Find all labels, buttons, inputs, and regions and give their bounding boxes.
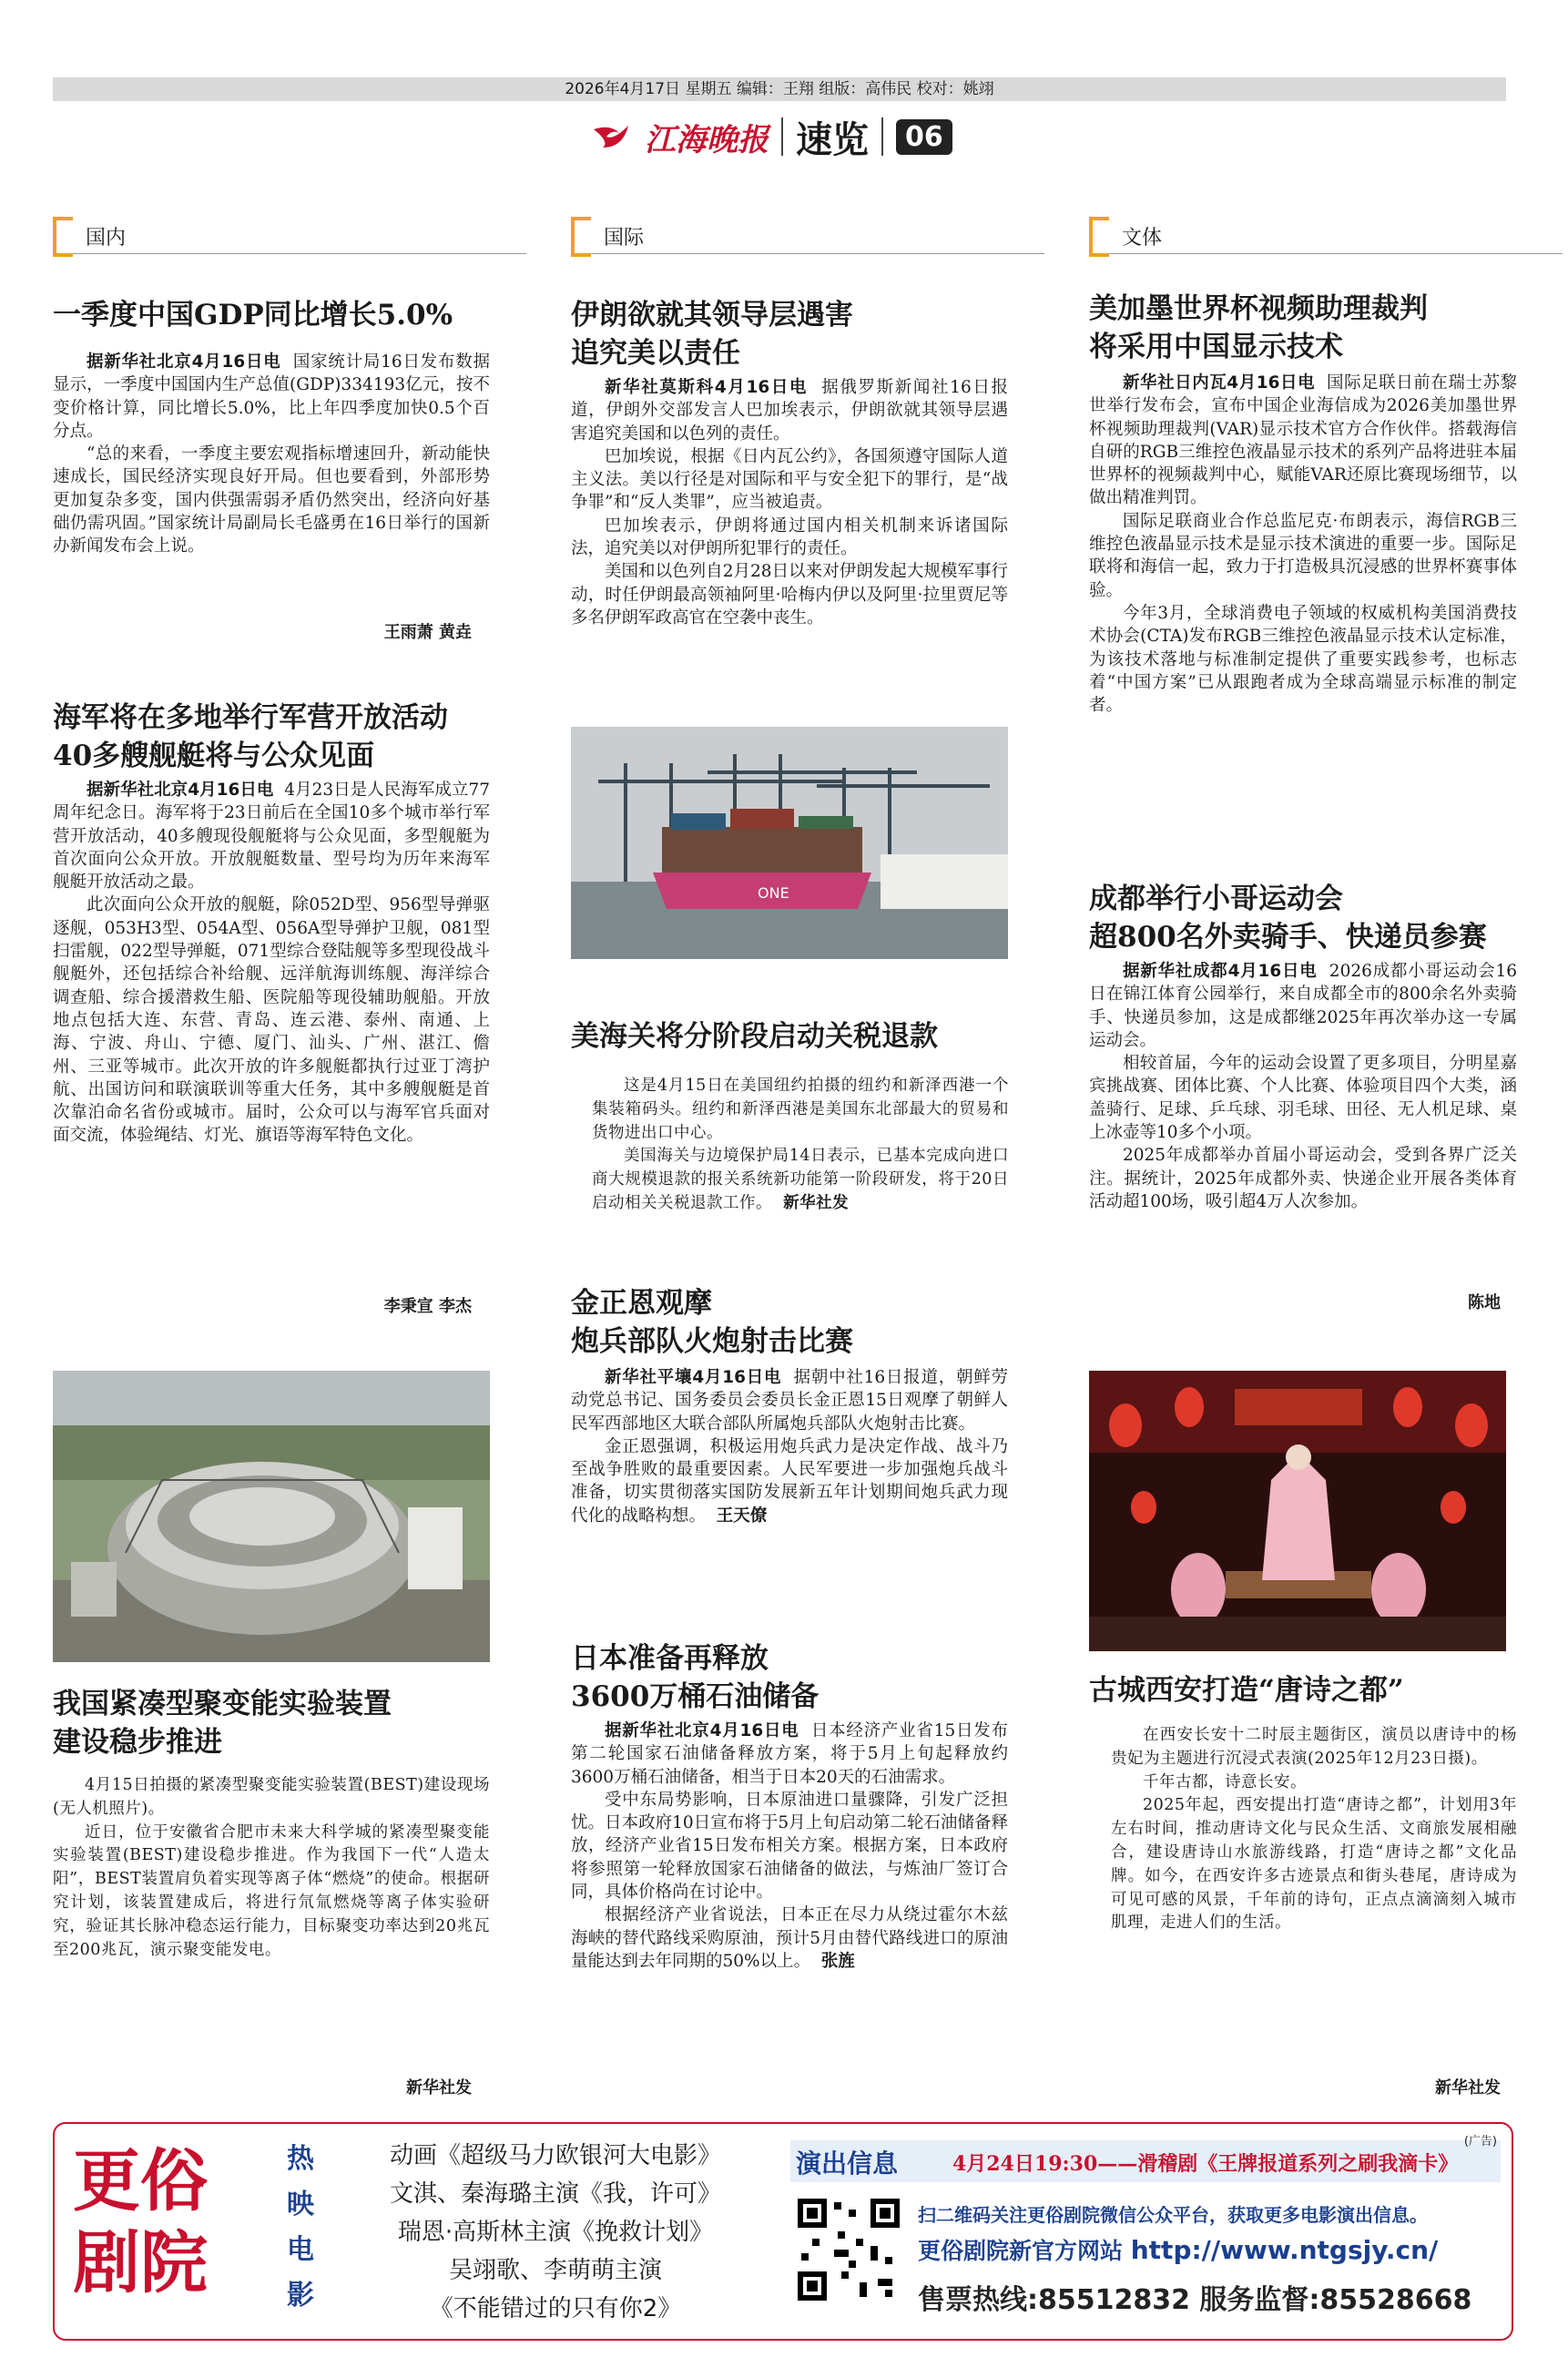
column-header-international (571, 217, 1044, 254)
byline: 张旌 (820, 1951, 855, 1971)
dateline: 据新华社北京4月16日电 (605, 1721, 799, 1740)
column-header-domestic (53, 217, 526, 254)
article-gdp: 据新华社北京4月16日电 国家统计局16日发布数据显示，一季度中国国内生产总值(GDP)334193亿元，按不变价格计算，同比增长5.0%，比上年四季度加快0.5个百分点。 “总的来看，一季度主要宏观指标增速回升，新动能快速成长，国民经济实现良好开局。但也要看到，外部形势更加复杂多变，国内供强需弱矛盾仍然突出，经济向好基础仍需巩固。”国家统计局副局长毛盛勇在16日举行的国新办新闻发布会上说。 (53, 352, 491, 556)
column-header-sports (1089, 217, 1563, 254)
hot-films-label: 热 映 电 影 (287, 2143, 314, 2312)
theater-brand: 更俗 剧院 (73, 2142, 208, 2302)
dateline: 据新华社北京4月16日电 (87, 781, 274, 800)
byline: 新华社发 (1435, 2078, 1501, 2098)
photo-fusion-site (53, 1371, 490, 1662)
website-line: 更俗剧院新官方网站 http://www.ntgsjy.cn/ (918, 2235, 1439, 2265)
dateline: 新华社日内瓦4月16日电 (1123, 373, 1316, 393)
column-label: 国内 (86, 227, 127, 250)
headline-tariff: 美海关将分阶段启动关税退款 (571, 1020, 938, 1053)
byline: 新华社发 (783, 1193, 850, 1212)
dateline-bar: 2026年4月17日 星期五 编辑：王翔 组版：高伟民 校对：姚翊 (53, 77, 1506, 101)
column-label: 文体 (1122, 227, 1163, 250)
film-list (328, 2137, 783, 2328)
masthead (592, 109, 952, 164)
qr-code-icon[interactable] (794, 2195, 903, 2304)
page-number: 06 (896, 119, 952, 155)
show-info: 4月24日19:30——滑稽剧《王牌报道系列之刷我滴卡》 (952, 2152, 1459, 2176)
article-navy: 据新华社北京4月16日电 4月23日是人民海军成立77周年纪念日。海军将于23日前后在全国10多个城市举行军营开放活动，40多艘现役舰艇将与公众见面，多型舰艇为首次面向公众开放。开放舰艇数量、型号均为历年来海军舰艇开放活动之最。 此次面向公众开放的舰艇，除052D型、956型导弹驱逐舰，053H3型、054A型、056A型导弹护卫舰，081型扫雷舰，022型导弹艇，071型综合登陆舰等多型现役战斗舰艇外，还包括综合补给舰、远洋航海训练舰、海洋综合调查船、综合援潜救生船、医院船等现役辅助舰船。开放地点包括大连、东营、青岛、连云港、泰州、南通、上海、宁波、舟山、宁德、厦门、汕头、广州、湛江、儋州、三亚等城市。此次开放的许多舰艇都执行过亚丁湾护航、出国访问和联演联训等重大任务，其中多艘舰艇是首次靠泊命名省份或城市。届时，公众可以与海军官兵面对面交流，体验绳结、灯光、旗语等海军特色文化。 (53, 781, 490, 1146)
headline-japan-oil: 日本准备再释放 3600万桶石油储备 (571, 1642, 820, 1713)
show-info-bar (790, 2135, 1501, 2182)
byline: 王雨萧 黄垚 (383, 623, 472, 642)
hotline: 售票热线:85512832 服务监督:85528668 (918, 2284, 1472, 2316)
photo-caption: 这是4月15日在美国纽约拍摄的纽约和新泽西港一个集装箱码头。纽约和新泽西港是美国东北部最大的贸易和货物进出口中心。 (592, 1077, 1009, 1142)
photo-xian (1089, 1371, 1506, 1651)
byline: 陈地 (1468, 1293, 1501, 1312)
article-japan-oil: 据新华社北京4月16日电 日本经济产业省15日发布第二轮国家石油储备释放方案，将于5月上旬起释放约3600万桶石油储备，相当于日本20天的石油需求。 受中东局势影响，日本原油进口量骤降，引发广泛担忧。日本政府10日宣布将于5月上旬启动第二轮石油储备释放，经济产业省15日发布相关方案。根据方案，日本政府将参照第一轮释放国家石油储备的做法，与炼油厂签订合同，具体价格尚在讨论中。 根据经济产业省说法，日本正在尽力从绕过霍尔木兹海峡的替代路线采购原油，预计5月由替代路线进口的原油量能达到去年同期的50%以上。 张旌 (571, 1721, 1009, 1971)
show-label: 演出信息 (796, 2149, 899, 2179)
dateline: 据新华社成都4月16日电 (1123, 962, 1318, 981)
film-item: 《不能错过的只有你2》 (429, 2295, 682, 2322)
headline-worldcup: 美加墨世界杯视频助理裁判 将采用中国显示技术 (1089, 292, 1428, 363)
bracket-icon (53, 217, 73, 257)
dateline: 新华社莫斯科4月16日电 (605, 378, 809, 397)
byline: 王天僚 (716, 1506, 768, 1526)
column-label: 国际 (604, 227, 645, 250)
headline-iran: 伊朗欲就其领导层遇害 追究美以责任 (571, 299, 853, 370)
headline-navy: 海军将在多地举行军营开放活动 40多艘舰艇将与公众见面 (53, 701, 448, 772)
headline-fusion: 我国紧凑型聚变能实验装置 建设稳步推进 (53, 1688, 392, 1759)
dateline: 新华社平壤4月16日电 (605, 1368, 782, 1387)
photo-caption: 在西安长安十二时辰主题街区，演员以唐诗中的杨贵妃为主题进行沉浸式表演(2025年12月23日摄)。 (1111, 1726, 1517, 1768)
port-image (571, 727, 1008, 959)
xian-performance-image (1089, 1371, 1506, 1651)
article-chengdu: 据新华社成都4月16日电 2026成都小哥运动会16日在锦江体育公园举行，来自成都全市的800余名外卖骑手、快递员参加，这是成都继2025年再次举办这一专属运动会。 相较首届，今年的运动会设置了更多项目，分明星嘉宾挑战赛、团体比赛、个人比赛、体验项目四个大类，涵盖骑行、足球、乒乓球、羽毛球、田径、无人机足球、桌上冰壶等10多个小项。 2025年成都举办首届小哥运动会，受到各界广泛关注。据统计，2025年成都外卖、快递企业开展各类体育活动超100场，吸引超4万人次参加。 (1089, 962, 1518, 1211)
ship-label: ONE (758, 884, 789, 902)
advertisement-gengsu-theater (53, 2122, 1513, 2341)
byline: 李秉宣 李杰 (383, 1297, 472, 1316)
ad-tag: (广告) (1463, 2135, 1497, 2149)
bracket-icon (1089, 217, 1109, 257)
bracket-icon (571, 217, 591, 257)
fusion-site-image (53, 1371, 490, 1662)
photo-caption: 4月15日拍摄的紧凑型聚变能实验装置(BEST)建设现场(无人机照片)。 (53, 1776, 490, 1818)
article-worldcup: 新华社日内瓦4月16日电 国际足联日前在瑞士苏黎世举行发布会，宣布中国企业海信成为2026美加墨世界杯视频助理裁判(VAR)显示技术官方合作伙伴。搭载海信自研的RGB三维控色液晶显示技术的系列产品将进驻本届世界杯的视频裁判中心，赋能VAR还原比赛现场细节，以做出精准判罚。 国际足联商业合作总监尼克·布朗表示，海信RGB三维控色液晶显示技术是显示技术演进的重要一步。国际足联将和海信一起，致力于打造极具沉浸感的世界杯赛事体验。 今年3月，全球消费电子领域的权威机构美国消费技术协会(CTA)发布RGB三维控色液晶显示技术认定标准，为该技术落地与标准制定提供了重要实践参考，也标志着“中国方案”已从跟跑者成为全球高端显示标准的制定者。 (1089, 373, 1517, 716)
masthead-divider (881, 117, 883, 156)
headline-chengdu: 成都举行小哥运动会 超800名外卖骑手、快递员参赛 (1089, 883, 1487, 954)
qr-instructions: 扫二维码关注更俗剧院微信公众平台，获取更多电影演出信息。 (918, 2204, 1428, 2226)
website-link[interactable]: http://www.ntgsjy.cn/ (1130, 2235, 1439, 2265)
article-kim: 新华社平壤4月16日电 据朝中社16日报道，朝鲜劳动党总书记、国务委员会委员长金正恩15日观摩了朝鲜人民军西部地区大联合部队所属炮兵部队火炮射击比赛。 金正恩强调，积极运用炮兵武力是决定作战、战斗乃至战争胜败的最重要因素。人民军要进一步加强炮兵战斗准备，切实贯彻落实国防发展新五年计划期间炮兵武力现代化的战略构想。 王天僚 (571, 1368, 1009, 1526)
byline: 新华社发 (406, 2078, 472, 2098)
headline-kim: 金正恩观摩 炮兵部队火炮射击比赛 (571, 1287, 853, 1358)
article-fusion: 4月15日拍摄的紧凑型聚变能实验装置(BEST)建设现场(无人机照片)。 近日，位于安徽省合肥市未来大科学城的紧凑型聚变能实验装置(BEST)建设稳步推进。作为我国下一代“人造太阳”，BEST装置肩负着实现等离子体“燃烧”的使命。根据研究计划，该装置建成后，将进行氘氚燃烧等离子体实验研究，验证其长脉冲稳态运行能力，目标聚变功率达到20兆瓦至200兆瓦，演示聚变能发电。 (53, 1776, 490, 1959)
film-item: 吴翊歌、李萌萌主演 (448, 2257, 662, 2284)
newspaper-logo: 江海晚报 (645, 121, 769, 158)
logo-icon (592, 120, 632, 153)
section-title: 速览 (796, 118, 869, 161)
dateline: 据新华社北京4月16日电 (87, 352, 281, 372)
article-tariff: 这是4月15日在美国纽约拍摄的纽约和新泽西港一个集装箱码头。纽约和新泽西港是美国东北部最大的贸易和货物进出口中心。 美国海关与边境保护局14日表示，已基本完成向进口商大规模退款的报关系统新功能第一阶段研发，将于20日启动相关关税退款工作。 新华社发 (592, 1077, 1009, 1212)
masthead-divider (781, 117, 783, 156)
film-item: 瑞恩·高斯林主演《挽救计划》 (397, 2219, 714, 2246)
headline-xian: 古城西安打造“唐诗之都” (1089, 1674, 1404, 1707)
article-iran: 新华社莫斯科4月16日电 据俄罗斯新闻社16日报道，伊朗外交部发言人巴加埃表示，伊朗欲就其领导层遇害追究美国和以色列的责任。 巴加埃说，根据《日内瓦公约》，各国须遵守国际人道主义法。美以行径是对国际和平与安全犯下的罪行，是“战争罪”和“反人类罪”，应当被追责。 巴加埃表示，伊朗将通过国内相关机制来诉诸国际法，追究美以对伊朗所犯罪行的责任。 美国和以色列自2月28日以来对伊朗发起大规模军事行动，时任伊朗最高领袖阿里·哈梅内伊以及阿里·拉里贾尼等多名伊朗军政高官在空袭中丧生。 (571, 378, 1008, 628)
photo-port (571, 727, 1008, 959)
film-item: 文淇、秦海璐主演《我，许可》 (389, 2180, 721, 2208)
article-xian: 在西安长安十二时辰主题街区，演员以唐诗中的杨贵妃为主题进行沉浸式表演(2025年12月23日摄)。 千年古都，诗意长安。 2025年起，西安提出打造“唐诗之都”，计划用3年左右时间，推动唐诗文化与民众生活、文商旅发展相融合，建设唐诗山水旅游线路，打造“唐诗之都”文化品牌。如今，在西安许多古迹景点和街头巷尾，唐诗成为可见可感的风景，千年前的诗句，正点点滴滴刻入城市肌理，走进人们的生活。 (1111, 1726, 1517, 1933)
film-item: 动画《超级马力欧银河大电影》 (389, 2142, 721, 2169)
headline-gdp: 一季度中国GDP同比增长5.0% (53, 299, 453, 332)
